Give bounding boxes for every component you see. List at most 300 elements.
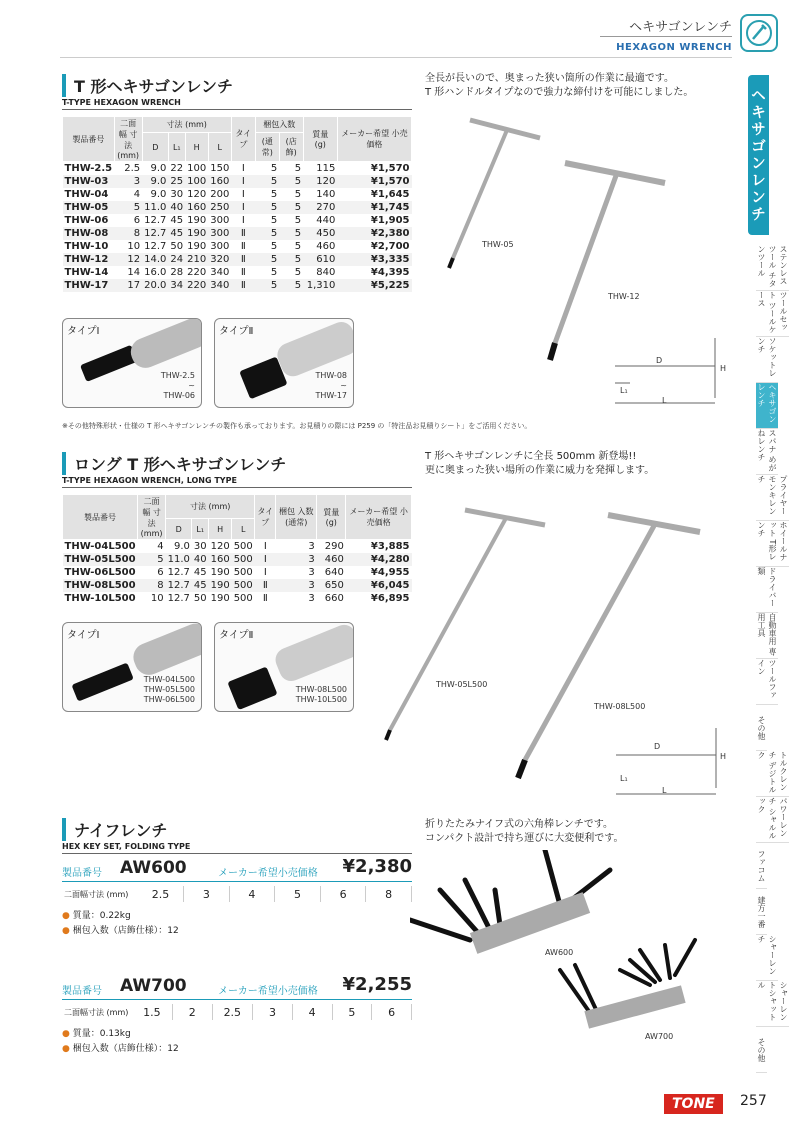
- table-cell: ¥1,745: [370, 201, 410, 213]
- table-cell: 190: [210, 566, 230, 578]
- aw600-weight: ● 質量：0.22kg: [62, 911, 131, 921]
- table-cell: Ⅱ: [262, 592, 268, 604]
- th-type: タイプ: [231, 117, 255, 162]
- table-cell: 12.7: [167, 566, 190, 578]
- table-cell: 45: [193, 579, 207, 591]
- type1-label: タイプⅠ: [67, 326, 100, 337]
- table-cell: 45: [193, 566, 207, 578]
- dim-l1-2: L₁: [620, 774, 628, 783]
- th-normal: (通常): [255, 133, 279, 162]
- th-type: タイプ: [255, 495, 276, 540]
- th-h: H: [209, 519, 232, 540]
- th-l1: L₁: [192, 519, 209, 540]
- table-cell: ¥5,225: [370, 279, 410, 291]
- table-cell: 12.7: [144, 240, 167, 252]
- size-cell: 3: [184, 886, 230, 902]
- dim-d-2: D: [654, 742, 661, 751]
- th-weight: 質量 (g): [317, 495, 346, 540]
- table-cell: ¥1,570: [370, 175, 410, 187]
- table-row: [63, 566, 412, 579]
- size-cell: 8: [366, 886, 412, 902]
- dim-l-2: L: [662, 786, 667, 795]
- table-cell: 160: [187, 201, 207, 213]
- table-cell: 28: [170, 266, 184, 278]
- th-dims: 寸法 (mm): [142, 117, 231, 133]
- table-cell: THW-05L500: [64, 553, 136, 565]
- table-row: [63, 266, 412, 279]
- th-weight: 質量 (g): [303, 117, 337, 162]
- table-cell: THW-06L500: [64, 566, 136, 578]
- section3-description: [425, 818, 725, 846]
- th-size: 二面幅 寸法 (mm): [114, 117, 142, 162]
- table-cell: 10: [150, 592, 164, 604]
- th-dims: 寸法 (mm): [166, 495, 255, 519]
- sidebar-item[interactable]: ヘキサゴンレンチ: [756, 383, 778, 429]
- th-pack: 梱包入数: [255, 117, 303, 133]
- table-cell: 16.0: [144, 266, 167, 278]
- table-cell: 5: [294, 188, 302, 200]
- table-cell: 5: [294, 279, 302, 291]
- section3-subtitle: HEX KEY SET, FOLDING TYPE: [62, 842, 412, 854]
- table-cell: 5: [270, 188, 278, 200]
- sidebar-main-tab[interactable]: ヘキサゴンレンチ: [748, 75, 769, 235]
- table-cell: THW-14: [64, 266, 109, 278]
- type2-image-box: [214, 318, 354, 408]
- long-type1-models: THW-04L500 THW-05L500 THW-06L500: [143, 675, 195, 704]
- th-l: L: [232, 519, 255, 540]
- img-label-thw05l500: THW-05L500: [436, 680, 488, 689]
- aw600-pack: ● 梱包入数（店飾仕様）：12: [62, 926, 179, 936]
- table-cell: ¥2,380: [370, 227, 410, 239]
- table-cell: 12.7: [167, 579, 190, 591]
- table-cell: 300: [210, 227, 230, 239]
- table-cell: 5: [270, 175, 278, 187]
- section1-title: T 形ヘキサゴンレンチ: [62, 74, 233, 97]
- table-cell: 290: [324, 540, 344, 552]
- table-cell: ¥3,885: [370, 540, 410, 552]
- table-cell: 34: [170, 279, 184, 291]
- table-cell: 460: [316, 240, 336, 252]
- table-cell: 45: [170, 227, 184, 239]
- sidebar-item[interactable]: ツールセット ツールケース: [756, 291, 789, 337]
- table-cell: 190: [187, 214, 207, 226]
- table-cell: 5: [294, 227, 302, 239]
- table-cell: 190: [187, 240, 207, 252]
- sidebar-item[interactable]: ファコム: [756, 843, 767, 889]
- table-cell: THW-04L500: [64, 540, 136, 552]
- th-store: (店飾): [279, 133, 303, 162]
- sidebar-items: [756, 245, 800, 1073]
- table-row: [63, 162, 412, 175]
- thw-long-product-image: [380, 500, 730, 810]
- desc-line: 全長が長いので、奥まった狭い箇所の作業に最適です。: [425, 73, 674, 84]
- desc-line: 更に奥まった狭い場所の作業に威力を発揮します。: [425, 465, 655, 476]
- table-cell: 9.0: [150, 162, 167, 174]
- dim-d: D: [656, 356, 663, 365]
- table-cell: Ⅰ: [263, 540, 267, 552]
- table-cell: 460: [324, 553, 344, 565]
- img-label-thw05: THW-05: [482, 240, 514, 249]
- long-type2-models: THW-08L500 THW-10L500: [295, 685, 347, 704]
- sidebar-item[interactable]: その他: [756, 705, 767, 751]
- table-row: [63, 279, 412, 292]
- table-cell: 190: [210, 579, 230, 591]
- sidebar-item[interactable]: パワーレンチ シャルルック: [756, 797, 789, 843]
- table-cell: Ⅰ: [241, 214, 245, 226]
- aw600-divider: [62, 881, 412, 882]
- table-cell: THW-10: [64, 240, 109, 252]
- table-cell: 12.7: [144, 227, 167, 239]
- aw600-price-label: メーカー希望小売価格: [218, 868, 318, 879]
- table-cell: 50: [170, 240, 184, 252]
- table-cell: 24: [170, 253, 184, 265]
- table-cell: Ⅰ: [263, 566, 267, 578]
- table-cell: ¥4,395: [370, 266, 410, 278]
- table-cell: 5: [294, 253, 302, 265]
- section1-subtitle: T-TYPE HEXAGON WRENCH: [62, 98, 412, 110]
- table-cell: 300: [210, 214, 230, 226]
- size-cell: 6: [372, 1004, 412, 1020]
- header-divider-2: [60, 57, 732, 58]
- aw700-code-label: 製品番号: [62, 986, 102, 997]
- table-cell: 5: [270, 240, 278, 252]
- th-pack: 梱包 入数 (通常): [276, 495, 317, 540]
- table-cell: 3: [308, 540, 315, 552]
- category-sidebar: [748, 75, 800, 1073]
- sidebar-item[interactable]: その他: [756, 1027, 767, 1073]
- table-cell: 9.0: [150, 188, 167, 200]
- sidebar-item[interactable]: ソケットレンチ: [756, 337, 778, 383]
- table-cell: 190: [210, 592, 230, 604]
- aw700-code: AW700: [120, 976, 187, 996]
- table-cell: ¥4,280: [370, 553, 410, 565]
- table-cell: 5: [270, 162, 278, 174]
- table-cell: 5: [133, 201, 141, 213]
- table-cell: 5: [294, 162, 302, 174]
- table-cell: THW-08: [64, 227, 109, 239]
- table-cell: 150: [210, 162, 230, 174]
- aw600-code: AW600: [120, 858, 187, 878]
- th-code: 製品番号: [63, 495, 138, 540]
- aw600-size-label: 二面幅寸法 (mm): [64, 889, 129, 899]
- table-cell: 300: [210, 240, 230, 252]
- table-cell: 5: [270, 253, 278, 265]
- table-row: [63, 227, 412, 240]
- table-row: [63, 540, 412, 553]
- table-cell: THW-05: [64, 201, 109, 213]
- table-cell: 210: [187, 253, 207, 265]
- table-cell: 8: [157, 579, 164, 591]
- table-cell: 14: [127, 266, 141, 278]
- table-cell: Ⅰ: [241, 188, 245, 200]
- table-cell: 12: [127, 253, 141, 265]
- table-cell: Ⅰ: [263, 553, 267, 565]
- table-cell: 500: [233, 540, 253, 552]
- table-cell: 5: [270, 227, 278, 239]
- table-cell: ¥6,045: [370, 579, 410, 591]
- desc-line: T 形ヘキサゴンレンチに全長 500mm 新登場!!: [425, 451, 637, 462]
- table-cell: 6: [157, 566, 164, 578]
- table-cell: 115: [316, 162, 336, 174]
- table-cell: 450: [316, 227, 336, 239]
- table-cell: 5: [294, 175, 302, 187]
- section3-title: ナイフレンチ: [62, 818, 167, 841]
- th-price: メーカー希望 小売価格: [346, 495, 412, 540]
- desc-line: コンパクト設計で持ち運びに大変便利です。: [425, 833, 624, 844]
- thw-spec-table: [62, 116, 412, 292]
- size-cell: 2.5: [138, 886, 184, 902]
- table-row: [63, 188, 412, 201]
- table-cell: Ⅱ: [240, 266, 246, 278]
- long-type2-image-box: [214, 622, 354, 712]
- aw700-divider: [62, 999, 412, 1000]
- table-cell: 12.7: [167, 592, 190, 604]
- sidebar-item[interactable]: トルクレンチ デジトルク: [756, 751, 789, 797]
- img-label-aw600: AW600: [545, 948, 574, 957]
- table-cell: ¥4,955: [370, 566, 410, 578]
- section1-description: [425, 72, 725, 100]
- section2-subtitle: T-TYPE HEXAGON WRENCH, LONG TYPE: [62, 476, 412, 488]
- table-cell: 640: [324, 566, 344, 578]
- th-code: 製品番号: [63, 117, 115, 162]
- tone-logo: TONE: [664, 1094, 723, 1114]
- table-cell: Ⅱ: [240, 227, 246, 239]
- aw700-size-label: 二面幅寸法 (mm): [64, 1007, 129, 1017]
- table-cell: 11.0: [167, 553, 190, 565]
- table-row: [63, 240, 412, 253]
- th-d: D: [142, 133, 168, 162]
- table-cell: 100: [187, 162, 207, 174]
- size-cell: 2.5: [212, 1004, 253, 1020]
- th-h: H: [185, 133, 208, 162]
- table-cell: 190: [187, 227, 207, 239]
- aw700-size-table: [62, 1004, 412, 1020]
- table-cell: 5: [294, 201, 302, 213]
- sidebar-item[interactable]: 自動車用 専用工具: [756, 613, 778, 659]
- table-cell: 14.0: [144, 253, 167, 265]
- img-label-thw08l500: THW-08L500: [594, 702, 646, 711]
- header-title-jp: ヘキサゴンレンチ: [629, 20, 732, 35]
- table-cell: 5: [294, 214, 302, 226]
- size-cell: 4: [229, 886, 275, 902]
- table-cell: 50: [193, 592, 207, 604]
- header-divider: [600, 36, 732, 37]
- aw700-price: ¥2,255: [342, 974, 412, 995]
- table-cell: ¥6,895: [370, 592, 410, 604]
- table-cell: 4: [157, 540, 164, 552]
- size-cell: 5: [332, 1004, 372, 1020]
- table-cell: 3: [308, 592, 315, 604]
- table-cell: THW-06: [64, 214, 109, 226]
- sidebar-item[interactable]: スパナ めがねレンチ: [756, 429, 778, 475]
- long-type1-image-box: [62, 622, 202, 712]
- table-cell: 3: [308, 566, 315, 578]
- aw600-price: ¥2,380: [342, 856, 412, 877]
- img-label-thw12: THW-12: [608, 292, 640, 301]
- type2-models: THW-08 ~ THW-17: [315, 371, 347, 400]
- table-row: [63, 253, 412, 266]
- aw700-pack: ● 梱包入数（店飾仕様）：12: [62, 1044, 179, 1054]
- table-cell: Ⅰ: [241, 201, 245, 213]
- type1-models: THW-2.5 ~ THW-06: [160, 371, 195, 400]
- table-cell: THW-03: [64, 175, 109, 187]
- size-cell: 1.5: [132, 1004, 172, 1020]
- table-cell: Ⅱ: [240, 253, 246, 265]
- table-cell: 8: [133, 227, 141, 239]
- table-cell: 11.0: [144, 201, 167, 213]
- table-cell: 270: [316, 201, 336, 213]
- table-cell: 120: [187, 188, 207, 200]
- table-cell: 6: [133, 214, 141, 226]
- sidebar-item[interactable]: ツールファイン: [756, 659, 778, 705]
- table-cell: 220: [187, 279, 207, 291]
- section2-description: [425, 450, 725, 478]
- sidebar-item[interactable]: シャーレン トシャットル: [756, 981, 789, 1027]
- table-cell: 9.0: [173, 540, 190, 552]
- table-row: [63, 175, 412, 188]
- th-size: 二面幅 寸法 (mm): [138, 495, 166, 540]
- dim-l1: L₁: [620, 386, 628, 395]
- aw700-weight: ● 質量：0.13kg: [62, 1029, 131, 1039]
- table-cell: 140: [316, 188, 336, 200]
- long-type2-label: タイプⅡ: [219, 630, 254, 641]
- table-row: [63, 214, 412, 227]
- table-cell: 220: [187, 266, 207, 278]
- table-cell: 120: [210, 540, 230, 552]
- table-cell: 5: [294, 266, 302, 278]
- table-cell: Ⅰ: [241, 162, 245, 174]
- table-cell: ¥3,335: [370, 253, 410, 265]
- size-cell: 5: [275, 886, 321, 902]
- desc-line: 折りたたみナイフ式の六角棒レンチです。: [425, 819, 613, 830]
- table-cell: 500: [233, 553, 253, 565]
- table-cell: 660: [324, 592, 344, 604]
- table-row: [63, 579, 412, 592]
- table-cell: 160: [210, 175, 230, 187]
- table-row: [63, 553, 412, 566]
- table-cell: 40: [193, 553, 207, 565]
- table-cell: Ⅱ: [262, 579, 268, 591]
- section2-title: ロング T 形ヘキサゴンレンチ: [62, 452, 286, 475]
- custom-order-note: ※その他特殊形状・仕様の T 形ヘキサゴンレンチの製作も承っております。お見積りの際には P259 の「特注品お見積りシート」をご活用ください。: [62, 422, 532, 430]
- table-cell: ¥1,645: [370, 188, 410, 200]
- table-cell: THW-17: [64, 279, 109, 291]
- table-cell: 5: [294, 240, 302, 252]
- sidebar-item[interactable]: プライヤー モンキレンチ: [756, 475, 789, 521]
- desc-line: T 形ハンドルタイプなので強力な締付けを可能にしました。: [425, 87, 694, 98]
- table-cell: 5: [270, 214, 278, 226]
- table-cell: Ⅱ: [240, 279, 246, 291]
- table-cell: THW-08L500: [64, 579, 136, 591]
- thw-long-spec-table: [62, 494, 412, 605]
- table-cell: 4: [133, 188, 141, 200]
- dim-l: L: [662, 396, 667, 405]
- aw600-code-label: 製品番号: [62, 868, 102, 879]
- type1-image-box: [62, 318, 202, 408]
- table-cell: 2.5: [124, 162, 141, 174]
- table-cell: 9.0: [150, 175, 167, 187]
- sidebar-item[interactable]: ステンレスツール チタンツール: [756, 245, 789, 291]
- sidebar-item[interactable]: 建方一番: [756, 889, 767, 935]
- sidebar-item[interactable]: ホイールナット T形レンチ: [756, 521, 789, 567]
- sidebar-item[interactable]: ドライバー類: [756, 567, 778, 613]
- page-number: 257: [740, 1093, 767, 1109]
- size-cell: 3: [253, 1004, 293, 1020]
- table-cell: 610: [316, 253, 336, 265]
- size-cell: 2: [172, 1004, 212, 1020]
- sidebar-item[interactable]: シャーレンチ: [756, 935, 778, 981]
- table-cell: 17: [127, 279, 141, 291]
- table-cell: 120: [316, 175, 336, 187]
- table-cell: 500: [233, 566, 253, 578]
- header-title-en: HEXAGON WRENCH: [616, 42, 732, 53]
- table-cell: 340: [210, 266, 230, 278]
- table-cell: 5: [157, 553, 164, 565]
- table-cell: 500: [233, 592, 253, 604]
- th-l1: L₁: [168, 133, 185, 162]
- img-label-aw700: AW700: [645, 1032, 674, 1041]
- size-cell: 6: [320, 886, 366, 902]
- table-cell: THW-12: [64, 253, 109, 265]
- aw700-price-label: メーカー希望小売価格: [218, 986, 318, 997]
- thw-product-image: [425, 108, 725, 418]
- table-cell: 20.0: [144, 279, 167, 291]
- table-cell: 320: [210, 253, 230, 265]
- table-cell: 5: [270, 279, 278, 291]
- table-cell: 340: [210, 279, 230, 291]
- table-cell: 5: [270, 201, 278, 213]
- th-price: メーカー希望 小売価格: [337, 117, 411, 162]
- table-cell: 3: [133, 175, 141, 187]
- th-d: D: [166, 519, 192, 540]
- table-cell: Ⅱ: [240, 240, 246, 252]
- table-cell: 200: [210, 188, 230, 200]
- table-cell: 40: [170, 201, 184, 213]
- table-cell: 650: [324, 579, 344, 591]
- type2-label: タイプⅡ: [219, 326, 254, 337]
- table-cell: THW-04: [64, 188, 109, 200]
- table-cell: THW-2.5: [64, 162, 113, 174]
- wrench-icon: [740, 14, 778, 52]
- table-cell: ¥1,570: [370, 162, 410, 174]
- knife-wrench-image: [410, 850, 740, 1060]
- table-cell: 1,310: [306, 279, 336, 291]
- dim-h-2: H: [720, 752, 727, 761]
- table-cell: 840: [316, 266, 336, 278]
- long-type1-label: タイプⅠ: [67, 630, 100, 641]
- table-cell: 30: [170, 188, 184, 200]
- aw600-size-table: [62, 886, 412, 902]
- table-cell: 22: [170, 162, 184, 174]
- table-cell: THW-10L500: [64, 592, 136, 604]
- table-cell: 10: [127, 240, 141, 252]
- table-cell: Ⅰ: [241, 175, 245, 187]
- table-row: [63, 201, 412, 214]
- table-cell: 3: [308, 579, 315, 591]
- table-cell: 45: [170, 214, 184, 226]
- table-cell: 25: [170, 175, 184, 187]
- table-row: [63, 592, 412, 605]
- table-cell: 160: [210, 553, 230, 565]
- table-cell: 5: [270, 266, 278, 278]
- table-cell: ¥2,700: [370, 240, 410, 252]
- table-cell: ¥1,905: [370, 214, 410, 226]
- table-cell: 100: [187, 175, 207, 187]
- table-cell: 440: [316, 214, 336, 226]
- table-cell: 3: [308, 553, 315, 565]
- table-cell: 12.7: [144, 214, 167, 226]
- table-cell: 30: [193, 540, 207, 552]
